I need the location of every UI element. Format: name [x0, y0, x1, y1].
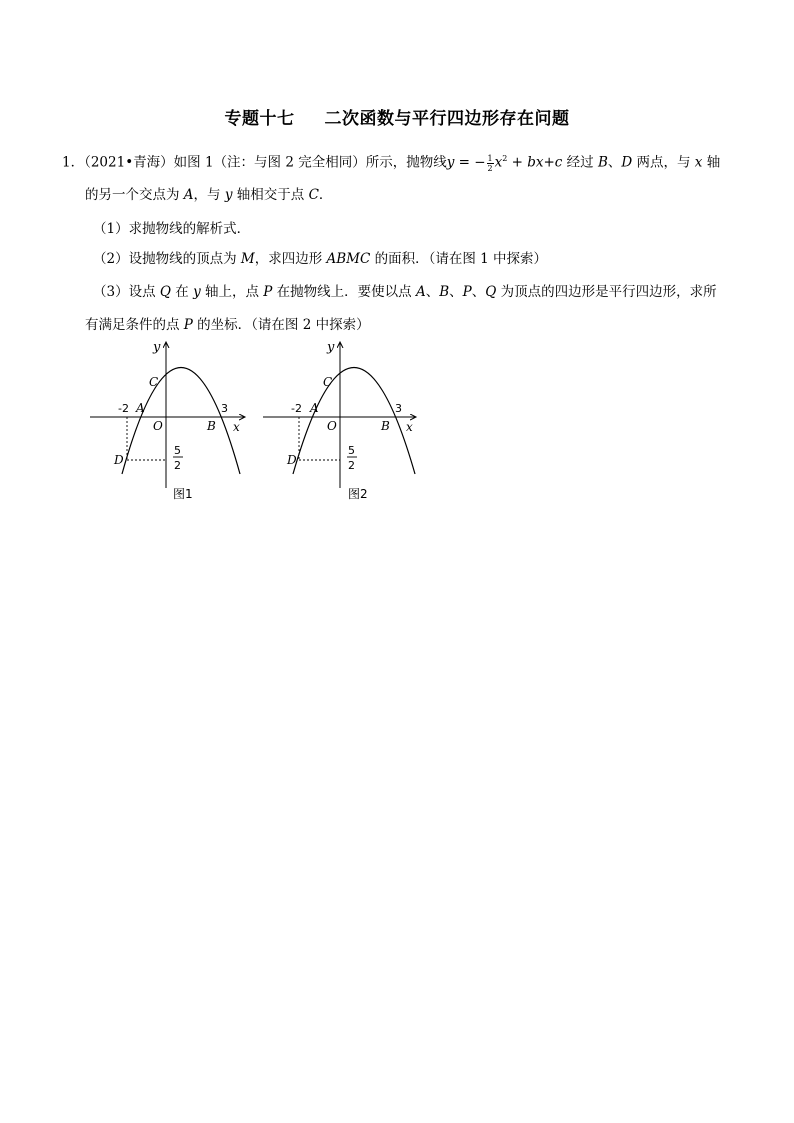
eq-frac-num: 1 — [487, 153, 493, 163]
line2d: ． — [318, 187, 333, 203]
label-y: y — [153, 340, 161, 355]
q3f: 、 — [449, 284, 463, 300]
q3b: 在 — [170, 284, 194, 300]
label-o: O — [153, 419, 163, 433]
figure-2 — [258, 336, 428, 506]
problem-line-2 — [85, 186, 332, 204]
intro4: 轴 — [702, 154, 721, 171]
q2-m: M — [240, 251, 255, 267]
label-frac-num: 5 — [174, 444, 181, 457]
q3-q: Q — [159, 284, 171, 300]
eq-rest: + bx+c — [507, 154, 563, 171]
problem-source: （2021•青海） — [84, 154, 174, 171]
q2c: 的面积．（请在图 1 中探索） — [370, 251, 548, 267]
q3-b: B — [439, 284, 450, 300]
figure-caption: 图1 — [173, 487, 193, 501]
label-c: C — [149, 375, 159, 389]
q3g: 、 — [471, 284, 486, 300]
eq-frac-den: 2 — [487, 163, 493, 173]
problem-intro: 如图 1（注：与图 2 完全相同）所示，抛物线 — [173, 154, 447, 171]
q3i: 有满足条件的点 — [85, 317, 184, 333]
intro3: 两点，与 — [632, 154, 695, 171]
q3-p2: P — [462, 284, 472, 300]
label-x: x — [406, 420, 413, 434]
title-part1: 专题十七 — [224, 109, 295, 129]
pt-b: B — [597, 154, 608, 171]
figure-1 — [85, 336, 255, 506]
label-three: 3 — [221, 402, 228, 415]
title-part2: 二次函数与平行四边形存在问题 — [324, 109, 570, 129]
q3-y: y — [193, 284, 201, 300]
label-three: 3 — [395, 402, 402, 415]
q2a: （2）设抛物线的顶点为 — [93, 251, 241, 267]
label-d: D — [114, 453, 124, 467]
axis-x-text: x — [694, 154, 703, 171]
pt-d: D — [621, 154, 633, 171]
q3h: 为顶点的四边形是平行四边形，求所 — [496, 284, 717, 300]
label-o: O — [327, 419, 337, 433]
line2b: ，与 — [193, 187, 225, 203]
q3-q2: Q — [485, 284, 497, 300]
label-b: B — [207, 419, 216, 433]
label-frac-den: 2 — [348, 459, 355, 472]
label-neg2: -2 — [291, 402, 302, 415]
label-y: y — [327, 340, 335, 355]
eq-x: x — [494, 154, 503, 171]
label-d: D — [287, 453, 297, 467]
parabola-curve — [122, 368, 240, 475]
axis-y-text: y — [224, 187, 233, 203]
pt-c: C — [308, 187, 319, 203]
q3e: 、 — [425, 284, 440, 300]
question-1: （1）求抛物线的解析式． — [93, 221, 251, 237]
question-3-line-2 — [85, 316, 370, 334]
label-frac-den: 2 — [174, 459, 181, 472]
label-a: A — [136, 401, 145, 415]
eq-fraction — [487, 154, 494, 173]
q3-p: P — [263, 284, 273, 300]
line2c: 轴相交于点 — [232, 187, 309, 203]
eq-equals: = − — [454, 154, 486, 171]
line2a: 的另一个交点为 — [85, 187, 184, 203]
intro2: 经过 — [562, 154, 598, 171]
label-x: x — [233, 420, 240, 434]
q3c: 轴上，点 — [200, 284, 264, 300]
sep1: 、 — [607, 154, 622, 171]
pt-a: A — [183, 187, 194, 203]
eq-y: y — [446, 154, 455, 171]
label-b: B — [381, 419, 390, 433]
q2b: ，求四边形 — [254, 251, 327, 267]
q3-a: A — [415, 284, 426, 300]
label-a: A — [310, 401, 319, 415]
label-c: C — [323, 375, 333, 389]
problem-number: 1． — [62, 154, 85, 171]
question-2 — [93, 250, 547, 268]
q3a: （3）设点 — [93, 284, 160, 300]
figure-caption: 图2 — [348, 487, 368, 501]
page-title — [0, 104, 794, 129]
problem-line-1 — [62, 150, 720, 173]
label-frac-num: 5 — [348, 444, 355, 457]
question-3-line-1 — [93, 283, 717, 301]
q2-abmc: ABMC — [326, 251, 371, 267]
q3j: 的坐标．（请在图 2 中探索） — [192, 317, 370, 333]
q3-p3: P — [183, 317, 193, 333]
eq-sup: 2 — [502, 154, 508, 163]
label-neg2: -2 — [118, 402, 129, 415]
q3d: 在抛物线上．要使以点 — [272, 284, 416, 300]
